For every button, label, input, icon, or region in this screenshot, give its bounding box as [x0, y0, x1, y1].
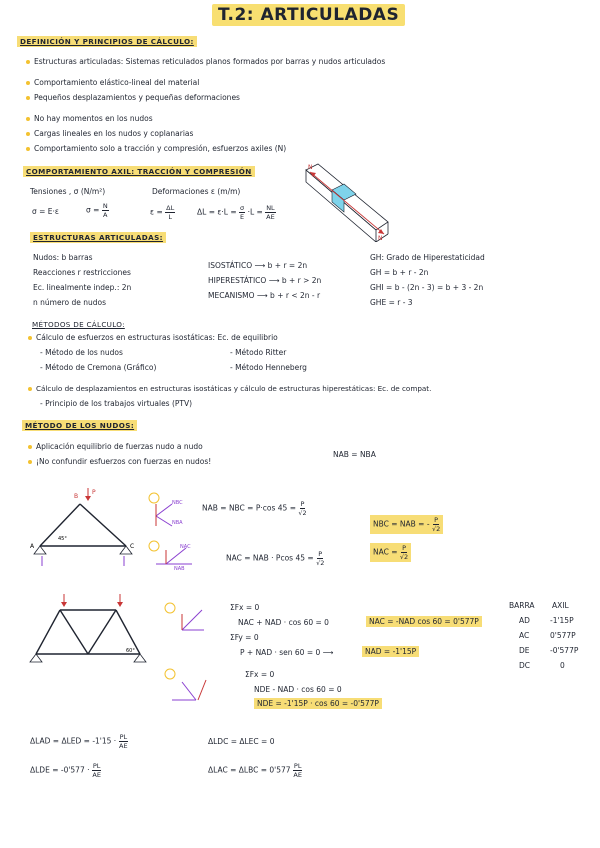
joint-a-force-nab: NAB: [174, 566, 185, 572]
section-definicion-header: DEFINICIÓN Y PRINCIPIOS DE CÁLCULO:: [17, 36, 197, 47]
section-nudos-header: MÉTODO DE LOS NUDOS:: [22, 420, 137, 431]
table-row-de-barra: DE: [519, 646, 530, 655]
final-ac-bc: ΔLAC = ΔLBC = 0'577 $\frac{PL}{AE}$: [208, 762, 302, 779]
joint-b-diagram: [146, 490, 188, 530]
final-ad-ed: ΔLAD = ΔLED = -1'15 · $\frac{PL}{AE}$: [30, 733, 128, 750]
joint-d-diagram: [162, 666, 220, 710]
case-hiperestatico: HIPERESTÁTICO ⟶ b + r > 2n: [208, 276, 322, 285]
bullet-3: Pequeños desplazamientos y pequeñas deformaciones: [26, 93, 240, 102]
section-estructuras-header: ESTRUCTURAS ARTICULADAS:: [30, 232, 166, 243]
nudos-bullet-1: Aplicación equilibrio de fuerzas nudo a nudo: [28, 442, 203, 451]
bullet-2: Comportamiento elástico-lineal del material: [26, 78, 199, 87]
formula-hooke: σ = E·ε: [32, 207, 59, 216]
truss1-node-b: B: [74, 493, 79, 500]
table-row-dc-axil: 0: [560, 661, 565, 670]
case-mecanismo: MECANISMO ⟶ b + r < 2n - r: [208, 291, 321, 300]
truss2-result-nde: NDE = -1'15P · cos 60 = -0'577P: [254, 698, 382, 709]
table-header-axil: AXIL: [552, 601, 569, 610]
metodos-subheader: MÉTODOS DE CÁLCULO:: [32, 320, 125, 329]
metodo-cremona: - Método de Cremona (Gráfico): [40, 363, 157, 372]
truss2-eq-nac: NAC + NAD · cos 60 = 0: [238, 618, 329, 627]
formula-strain: ε = $\frac{\Delta L}{L}$: [150, 204, 175, 221]
truss1-load-p: P: [92, 489, 96, 496]
metodo-nudos: - Método de los nudos: [40, 348, 123, 357]
tension-label: Tensiones , σ (N/m²): [30, 187, 106, 196]
joint-b-force-nbc: NBC: [172, 500, 183, 506]
gh-formula: GH = b + r - 2n: [370, 268, 429, 277]
formula-stress: σ = $\frac{N}{A}$: [86, 202, 108, 219]
truss1-eq1: NAB = NBC = P·cos 45 = $\frac{P}{√2}$: [202, 500, 307, 517]
def-nudos: n número de nudos: [33, 298, 106, 307]
ghi-formula: GHI = b - (2n - 3) = b + 3 - 2n: [370, 283, 484, 292]
bullet-1: Estructuras articuladas: Sistemas reticulados planos formados por barras y nudos articulados: [26, 57, 385, 66]
nab-equals-nba: NAB = NBA: [333, 450, 376, 459]
metodos-bullet-1: Cálculo de esfuerzos en estructuras isostáticas: Ec. de equilibrio: [28, 333, 278, 342]
truss1-eq2: NAC = NAB · Pcos 45 = $\frac{P}{√2}$: [226, 550, 325, 567]
bullet-6: Comportamiento solo a tracción y compresión, esfuerzos axiles (N): [26, 144, 286, 153]
case-isostatico: ISOSTÁTICO ⟶ b + r = 2n: [208, 261, 308, 270]
table-row-de-axil: -0'577P: [550, 646, 579, 655]
truss2-result-nac: NAC = -NAD cos 60 = 0'577P: [366, 616, 482, 627]
table-row-ac-barra: AC: [519, 631, 530, 640]
gh-definition: GH: Grado de Hiperestaticidad: [370, 253, 485, 262]
truss1-angle: 45°: [58, 536, 67, 542]
final-dc-ec: ΔLDC = ΔLEC = 0: [208, 737, 275, 746]
truss2-eq-nad: P + NAD · sen 60 = 0 ⟶: [240, 648, 334, 657]
truss-1-diagram: [28, 482, 146, 572]
bar-label-n1: N: [308, 164, 313, 171]
table-row-ad-axil: -1'15P: [550, 616, 574, 625]
table-row-ad-barra: AD: [519, 616, 530, 625]
joint-a-diagram: [146, 538, 198, 572]
bullet-5: Cargas lineales en los nudos y coplanarias: [26, 129, 193, 138]
truss2-angle: 60°: [126, 648, 135, 654]
metodo-ptv: - Principio de los trabajos virtuales (PTV): [40, 399, 193, 408]
truss-2-diagram: [26, 592, 156, 674]
def-barras: Nudos: b barras: [33, 253, 93, 262]
nudos-bullet-2: ¡No confundir esfuerzos con fuerzas en nudos!: [28, 457, 211, 466]
joint-a2-diagram: [162, 600, 208, 644]
truss1-node-c: C: [130, 543, 135, 550]
joint-a-force-nac: NAC: [180, 544, 191, 550]
page-title: T.2: ARTICULADAS: [212, 4, 405, 26]
formula-elongation: ΔL = ε·L = $\frac{\sigma}{E}$ ·L = $\frac{NL}{AE}$: [197, 204, 275, 221]
truss1-result2: NAC = $\frac{P}{√2}$: [370, 543, 411, 562]
deformation-label: Deformaciones ε (m/m): [152, 187, 241, 196]
def-ecuaciones: Ec. linealmente indep.: 2n: [33, 283, 132, 292]
metodos-bullet-2: Cálculo de desplazamientos en estructuras isostáticas y cálculo de estructuras hiperestáticas: Ec. de compat.: [28, 384, 431, 393]
truss1-result1: NBC = NAB = - $\frac{P}{√2}$: [370, 515, 443, 534]
joint-b-force-nba: NBA: [172, 520, 183, 526]
truss1-node-a: A: [30, 543, 35, 550]
section-axil-header: COMPORTAMIENTO AXIL: TRACCIÓN Y COMPRESIÓN: [23, 166, 255, 177]
truss2-result-nad: NAD = -1'15P: [362, 646, 419, 657]
axial-bar-diagram: [296, 160, 396, 242]
metodo-ritter: - Método Ritter: [230, 348, 287, 357]
def-reacciones: Reacciones r restricciones: [33, 268, 131, 277]
table-header-barra: BARRA: [509, 601, 535, 610]
table-row-dc-barra: DC: [519, 661, 531, 670]
metodo-henneberg: - Método Henneberg: [230, 363, 307, 372]
truss2-sumfx-1: ΣFx = 0: [230, 603, 260, 612]
bullet-4: No hay momentos en los nudos: [26, 114, 153, 123]
truss2-sumfy: ΣFy = 0: [230, 633, 259, 642]
ghe-formula: GHE = r - 3: [370, 298, 413, 307]
table-row-ac-axil: 0'577P: [550, 631, 576, 640]
truss2-sumfx-2: ΣFx = 0: [245, 670, 275, 679]
truss2-eq-nde: NDE - NAD · cos 60 = 0: [254, 685, 342, 694]
final-de: ΔLDE = -0'577 · $\frac{PL}{AE}$: [30, 762, 101, 779]
bar-label-n2: N: [378, 235, 383, 242]
